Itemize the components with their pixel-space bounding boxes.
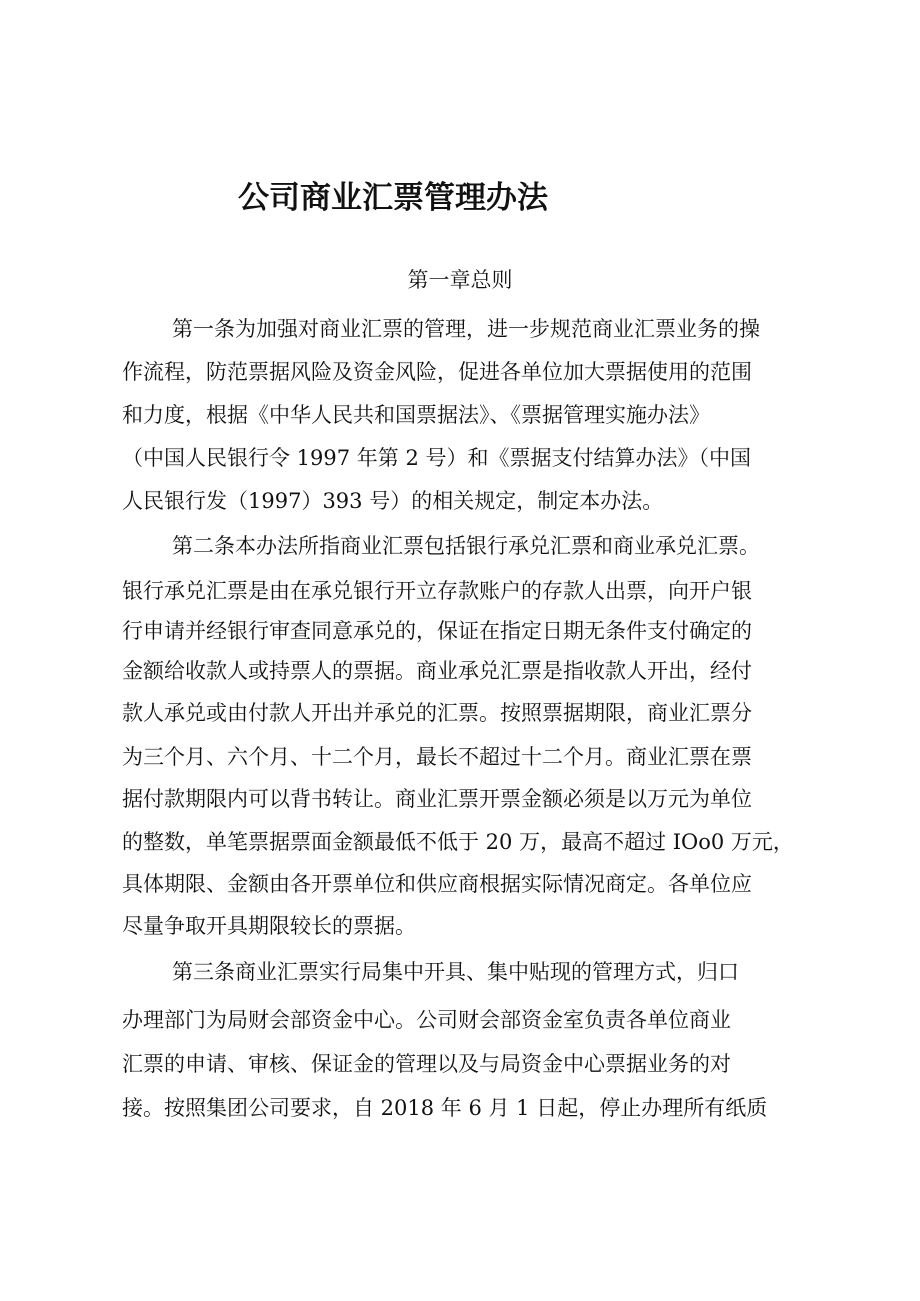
document-title: 公司商业汇票管理办法 — [238, 180, 548, 216]
article-2-line: 款人承兑或由付款人开出并承兑的汇票。按照票据期限，商业汇票分 — [122, 701, 752, 725]
article-2-line: 据付款期限内可以背书转让。商业汇票开票金额必须是以万元为单位 — [122, 787, 752, 811]
article-2-line: 第二条本办法所指商业汇票包括银行承兑汇票和商业承兑汇票。 — [172, 534, 760, 558]
chapter-heading: 第一章总则 — [407, 268, 513, 292]
article-3-line: 第三条商业汇票实行局集中开具、集中贴现的管理方式，归口 — [172, 960, 739, 984]
article-1-line: 和力度，根据《中华人民共和国票据法》、《票据管理实施办法》 — [122, 403, 710, 427]
article-2-line: 银行承兑汇票是由在承兑银行开立存款账户的存款人出票，向开户银 — [122, 579, 752, 603]
article-3-line: 接。按照集团公司要求，自 2018 年 6 月 1 日起，停止办理所有纸质 — [122, 1096, 768, 1120]
article-1-line: 人民银行发（1997）393 号）的相关规定，制定本办法。 — [122, 489, 664, 513]
article-2-line: 具体期限、金额由各开票单位和供应商根据实际情况商定。各单位应 — [122, 872, 752, 896]
article-1-line: 第一条为加强对商业汇票的管理，进一步规范商业汇票业务的操 — [172, 317, 760, 341]
article-2-line: 金额给收款人或持票人的票据。商业承兑汇票是指收款人开出，经付 — [122, 659, 752, 683]
article-3-line: 汇票的申请、审核、保证金的管理以及与局资金中心票据业务的对 — [122, 1052, 731, 1076]
article-2-line: 为三个月、六个月、十二个月，最长不超过十二个月。商业汇票在票 — [122, 745, 752, 769]
article-3-line: 办理部门为局财会部资金中心。公司财会部资金室负责各单位商业 — [122, 1008, 731, 1032]
article-1-line: 作流程，防范票据风险及资金风险，促进各单位加大票据使用的范围 — [122, 360, 752, 384]
article-1-line: （中国人民银行令 1997 年第 2 号）和《票据支付结算办法》（中国 — [122, 446, 752, 470]
article-2-line: 尽量争取开具期限较长的票据。 — [122, 914, 416, 938]
article-2-line: 的整数，单笔票据票面金额最低不低于 20 万，最高不超过 IOo0 万元， — [122, 830, 794, 854]
article-2-line: 行申请并经银行审查同意承兑的，保证在指定日期无条件支付确定的 — [122, 619, 752, 643]
